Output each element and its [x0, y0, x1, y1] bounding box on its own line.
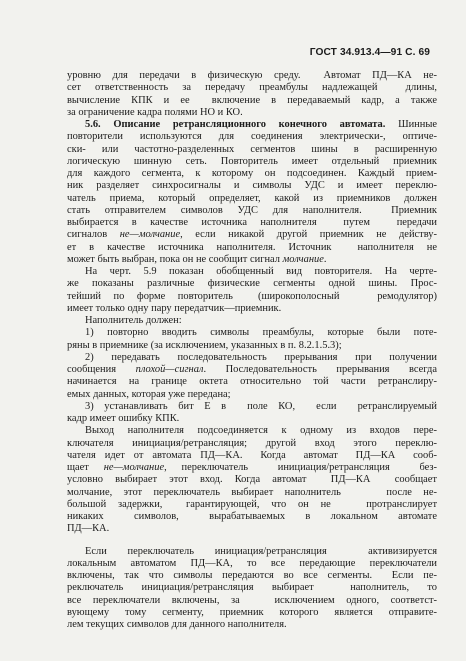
document-body	[67, 70, 437, 631]
text-line: вычисление КПК и ее включение в передаваемый кадр, а также	[67, 94, 437, 106]
text-line: кадр имеет ошибку КПК.	[67, 413, 180, 424]
text-line: условно выбирает этот вход. Когда автомат ПД—КА сообщает	[67, 474, 437, 486]
text-line: чателя идет от автомата ПД—КА. Когда автомат ПД—КА сооб-	[67, 449, 437, 461]
text-line: сигналов не—молчание, если никакой другой приемник не действу-	[67, 229, 437, 241]
emphasized-term: молчание	[282, 253, 324, 265]
text-line: стать отправителем символов УДС для наполнителя. Приемник	[67, 204, 437, 216]
emphasized-term: не—молчание	[103, 462, 165, 473]
text-line: чатель приема, который определяет, какой из приемников должен	[67, 192, 437, 204]
text-line: сообщения плохой—сигнал. Последовательность прерывания всегда	[67, 364, 437, 375]
text-line: включены, так что символы передаются во все сегменты. Если пе-	[67, 570, 437, 581]
text-line: имеет только одну пару передатчик—приемник.	[67, 302, 282, 314]
text-line: На черт. 5.9 показан обобщенный вид повторителя. На черте-	[85, 266, 437, 277]
text-line: ски- или частотно-разделенных сегментов шины в расширенную	[67, 143, 437, 155]
text-line: все переключатели включены, за исключением одного, соответст-	[67, 594, 437, 606]
text-line: же показаны различные физические сегменты одной шины. Прос-	[67, 278, 437, 290]
text-line: 5.6. Описание ретрансляционного конечного автомата. Шинные	[85, 119, 437, 130]
text-line: лем текущих символов для данного наполнителя.	[67, 619, 287, 630]
paragraph-gap	[67, 536, 437, 546]
text-line: ряны в приемнике (за исключением, указанных в п. 8.2.1.5.3);	[67, 339, 342, 351]
text-line: повторители используются для соединения электрически-, оптиче-	[67, 131, 437, 143]
section-heading: 5.6. Описание ретрансляционного конечного автомата.	[85, 119, 386, 130]
text-line: 2) передавать последовательность прерывания при получении	[85, 351, 437, 363]
text-line: сет ответственность за передачу преамбулы надлежащей длины,	[67, 82, 437, 94]
text-line: для каждого сегмента, к которому он подсоединен. Каждый прием-	[67, 168, 437, 179]
page-header: ГОСТ 34.913.4—91 С. 69	[309, 47, 430, 58]
text-line: начинается на границе октета относительно той части ретранслиру-	[67, 376, 437, 388]
text-line: ет в качестве источника наполнителя. Источник наполнителя не	[67, 241, 437, 253]
text-line: уровню для передачи в физическую среду. Автомат ПД—КА не-	[67, 70, 437, 81]
text-line: никаких символов, вырабатываемых в локальном автомате	[67, 511, 437, 522]
text-line: может быть выбран, пока он не сообщит сигнал молчание.	[67, 253, 327, 265]
text-line: логическую шинную сеть. Повторитель имеет отдельный приемник	[67, 155, 437, 167]
text-line: 3) устанавливать бит Е в поле КО, если ретранслируемый	[85, 400, 437, 412]
text-line: ПД—КА.	[67, 523, 110, 535]
text-line: емых данных, которая уже передана;	[67, 388, 231, 400]
text-line: 1) повторно вводить символы преамбулы, которые были поте-	[85, 327, 437, 339]
text-line: Если переключатель инициация/ретрансляция активизируется	[85, 545, 437, 557]
emphasized-term: не—молчание	[119, 229, 181, 241]
text-line: Наполнитель должен:	[85, 315, 182, 326]
text-line: Выход наполнителя подсоединяется к одному из входов пере-	[85, 425, 437, 437]
text-line: ключателя инициация/ретрансляция; другой вход этого переклю-	[67, 437, 437, 449]
text-line: реключатель инициация/ретрансляция выбирает наполнитель, то	[67, 582, 437, 594]
text-line: большой задержки, гарантирующей, что он не протранслирует	[67, 498, 437, 510]
text-line: ник разделяет синхросигналы и символы УДС и имеет переклю-	[67, 180, 437, 192]
text-line: вующему тому сегменту, приемник которого является отправите-	[67, 606, 437, 618]
text-line: выбирается в качестве источника наполнителя путем передачи	[67, 217, 437, 228]
emphasized-term: плохой—сигнал	[135, 364, 204, 375]
text-line: локальным автоматом ПД—КА, то все передающие переключатели	[67, 557, 437, 569]
text-line: за ограничение кадра полями НО и КО.	[67, 106, 243, 118]
text-line: молчание, этот переключатель выбирает наполнитель после не-	[67, 486, 437, 498]
text-line: тейший по форме повторитель (широкополосный ремодулятор)	[67, 290, 437, 302]
text-line: щает не—молчание, переключатель инициация/ретрансляция без-	[67, 462, 437, 473]
